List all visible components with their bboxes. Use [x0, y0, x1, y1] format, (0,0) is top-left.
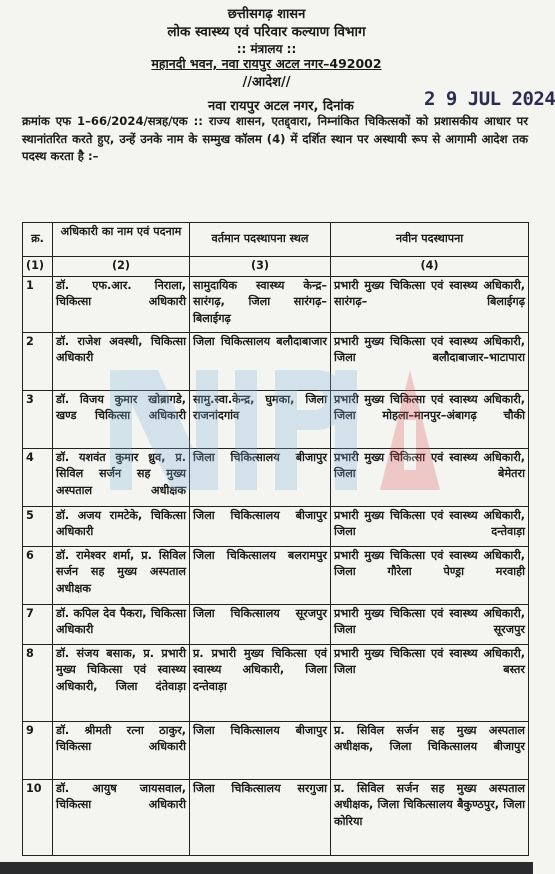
table-row [23, 644, 529, 721]
new-posting-cell: प्र. सिविल सर्जन सह मुख्य अस्पताल अधीक्षक, जिला चिकित्सालय बैकुण्ठपुर, जिला कोरिया [331, 779, 529, 855]
serial-cell: 2 [23, 332, 53, 390]
table-row [23, 506, 529, 546]
current-posting-cell: जिला चिकित्सालय सूरजपुर [190, 604, 331, 644]
new-posting-cell: प्रभारी मुख्य चिकित्सा एवं स्वास्थ्य अधिकारी, जिला बेमेतरा [331, 448, 529, 506]
header-cell: वर्तमान पदस्थापना स्थल [190, 223, 331, 257]
table-row [23, 546, 529, 604]
current-posting-cell: जिला चिकित्सालय बलौदाबाजार [190, 332, 331, 390]
new-posting-cell: प्रभारी मुख्य चिकित्सा एवं स्वास्थ्य अधिकारी, जिला बस्तर [331, 644, 529, 721]
name-cell: डॉ. अजय रामटेके, चिकित्सा अधिकारी [53, 506, 190, 546]
table-row [23, 276, 529, 332]
current-posting-cell: जिला चिकित्सालय बीजापुर [190, 506, 331, 546]
transfer-table [22, 222, 529, 856]
serial-cell: 6 [23, 546, 53, 604]
dateline: नवा रायपुर अटल नगर, दिनांक [208, 99, 354, 114]
table-row [23, 604, 529, 644]
new-posting-cell: प्रभारी मुख्य चिकित्सा एवं स्वास्थ्य अधिकारी, जिला सूरजपुर [331, 604, 529, 644]
column-number: (2) [53, 257, 190, 277]
table-header-row [23, 223, 529, 257]
header-cell: नवीन पदस्थापना [331, 223, 529, 257]
new-posting-cell: प्रभारी मुख्य चिकित्सा एवं स्वास्थ्य अधिकारी, जिला मोहला–मानपुर–अंबागढ़ चौकी [331, 390, 529, 448]
header-cell: अधिकारी का नाम एवं पदनाम [53, 223, 190, 257]
name-cell: डॉ. विजय कुमार खोब्रागडे, खण्ड चिकित्सा अधिकारी [53, 390, 190, 448]
serial-cell: 10 [23, 779, 53, 855]
serial-cell: 4 [23, 448, 53, 506]
current-posting-cell: जिला चिकित्सालय सरगुजा [190, 779, 331, 855]
new-posting-cell: प्रभारी मुख्य चिकित्सा एवं स्वास्थ्य अधिकारी, जिला बलौदाबाजार–भाटापारा [331, 332, 529, 390]
table-row [23, 721, 529, 779]
table-row [23, 390, 529, 448]
serial-cell: 1 [23, 276, 53, 332]
name-cell: डॉ. रामेश्वर शर्मा, प्र. सिविल सर्जन सह मुख्य अस्पताल अधीक्षक [53, 546, 190, 604]
current-posting-cell: जिला चिकित्सालय बलरामपुर [190, 546, 331, 604]
current-posting-cell: जिला चिकित्सालय बीजापुर [190, 448, 331, 506]
current-posting-cell: सामु.स्वा.केन्द्र, घुमका, जिला राजनांदगांव [190, 390, 331, 448]
department-name: लोक स्वास्थ्य एवं परिवार कल्याण विभाग [167, 24, 366, 40]
name-cell: डॉ. एफ.आर. निराला, चिकित्सा अधिकारी [53, 276, 190, 332]
column-number: (4) [331, 257, 529, 277]
name-cell: डॉ. आयुष जायसवाल, चिकित्सा अधिकारी [53, 779, 190, 855]
column-number: (1) [23, 257, 53, 277]
name-cell: डॉ. राजेश अवस्थी, चिकित्सा अधिकारी [53, 332, 190, 390]
table-row [23, 332, 529, 390]
new-posting-cell: प्रभारी मुख्य चिकित्सा एवं स्वास्थ्य अधिकारी, सारंगढ़– बिलाईगढ़ [331, 276, 529, 332]
name-cell: डॉ. संजय बसाक, प्र. प्रभारी मुख्य चिकित्सा एवं स्वास्थ्य अधिकारी, जिला दंतेवाड़ा [53, 644, 190, 721]
ministry-label: :: मंत्रालय :: [236, 42, 297, 56]
serial-cell: 8 [23, 644, 53, 721]
new-posting-cell: प्र. सिविल सर्जन सह मुख्य अस्पताल अधीक्षक, जिला चिकित्सालय बीजापुर [331, 721, 529, 779]
order-text: क्रमांक एफ 1–66/2024/सत्रह/एक :: राज्य शासन, एतद्द्वारा, निम्नांकित चिकित्सकों को प्रशासकीय आधार पर स्थानांतरित करते हुए, उन्हें उनके नाम के सम्मुख कॉलम (4) में दर्शित स्थान पर अस्थायी रूप से आगामी आदेश तक पदस्थ करता है :– [22, 114, 528, 163]
column-number-row [23, 257, 529, 277]
name-cell: डॉ. श्रीमती रत्ना ठाकुर, चिकित्सा अधिकारी [53, 721, 190, 779]
date-stamp: 2 9 JUL 2024 [424, 88, 555, 110]
column-number: (3) [190, 257, 331, 277]
current-posting-cell: सामुदायिक स्वास्थ्य केन्द्र–सारंगढ़, जिला सारंगढ़– बिलाईगढ़ [190, 276, 331, 332]
order-heading: //आदेश// [242, 75, 291, 90]
table-row [23, 779, 529, 855]
bottom-bar [0, 862, 533, 874]
serial-cell: 3 [23, 390, 53, 448]
new-posting-cell: प्रभारी मुख्य चिकित्सा एवं स्वास्थ्य अधिकारी, जिला गौरेला पेण्ड्रा मरवाही [331, 546, 529, 604]
name-cell: डॉ. यशवंत कुमार ध्रुव, प्र. सिविल सर्जन सह मुख्य अस्पताल अधीक्षक [53, 448, 190, 506]
serial-cell: 9 [23, 721, 53, 779]
header-cell: क्र. [23, 223, 53, 257]
new-posting-cell: प्रभारी मुख्य चिकित्सा एवं स्वास्थ्य अधिकारी, जिला दन्तेवाड़ा [331, 506, 529, 546]
office-address: महानदी भवन, नवा रायपुर अटल नगर–492002 [151, 56, 382, 71]
current-posting-cell: प्र. प्रभारी मुख्य चिकित्सा एवं स्वास्थ्य अधिकारी, जिला दन्तेवाड़ा [190, 644, 331, 721]
government-name: छत्तीसगढ़ शासन [227, 7, 306, 22]
serial-cell: 5 [23, 506, 53, 546]
serial-cell: 7 [23, 604, 53, 644]
table-row [23, 448, 529, 506]
name-cell: डॉ. कपिल देव पैकरा, चिकित्सा अधिकारी [53, 604, 190, 644]
current-posting-cell: जिला चिकित्सालय बीजापुर [190, 721, 331, 779]
